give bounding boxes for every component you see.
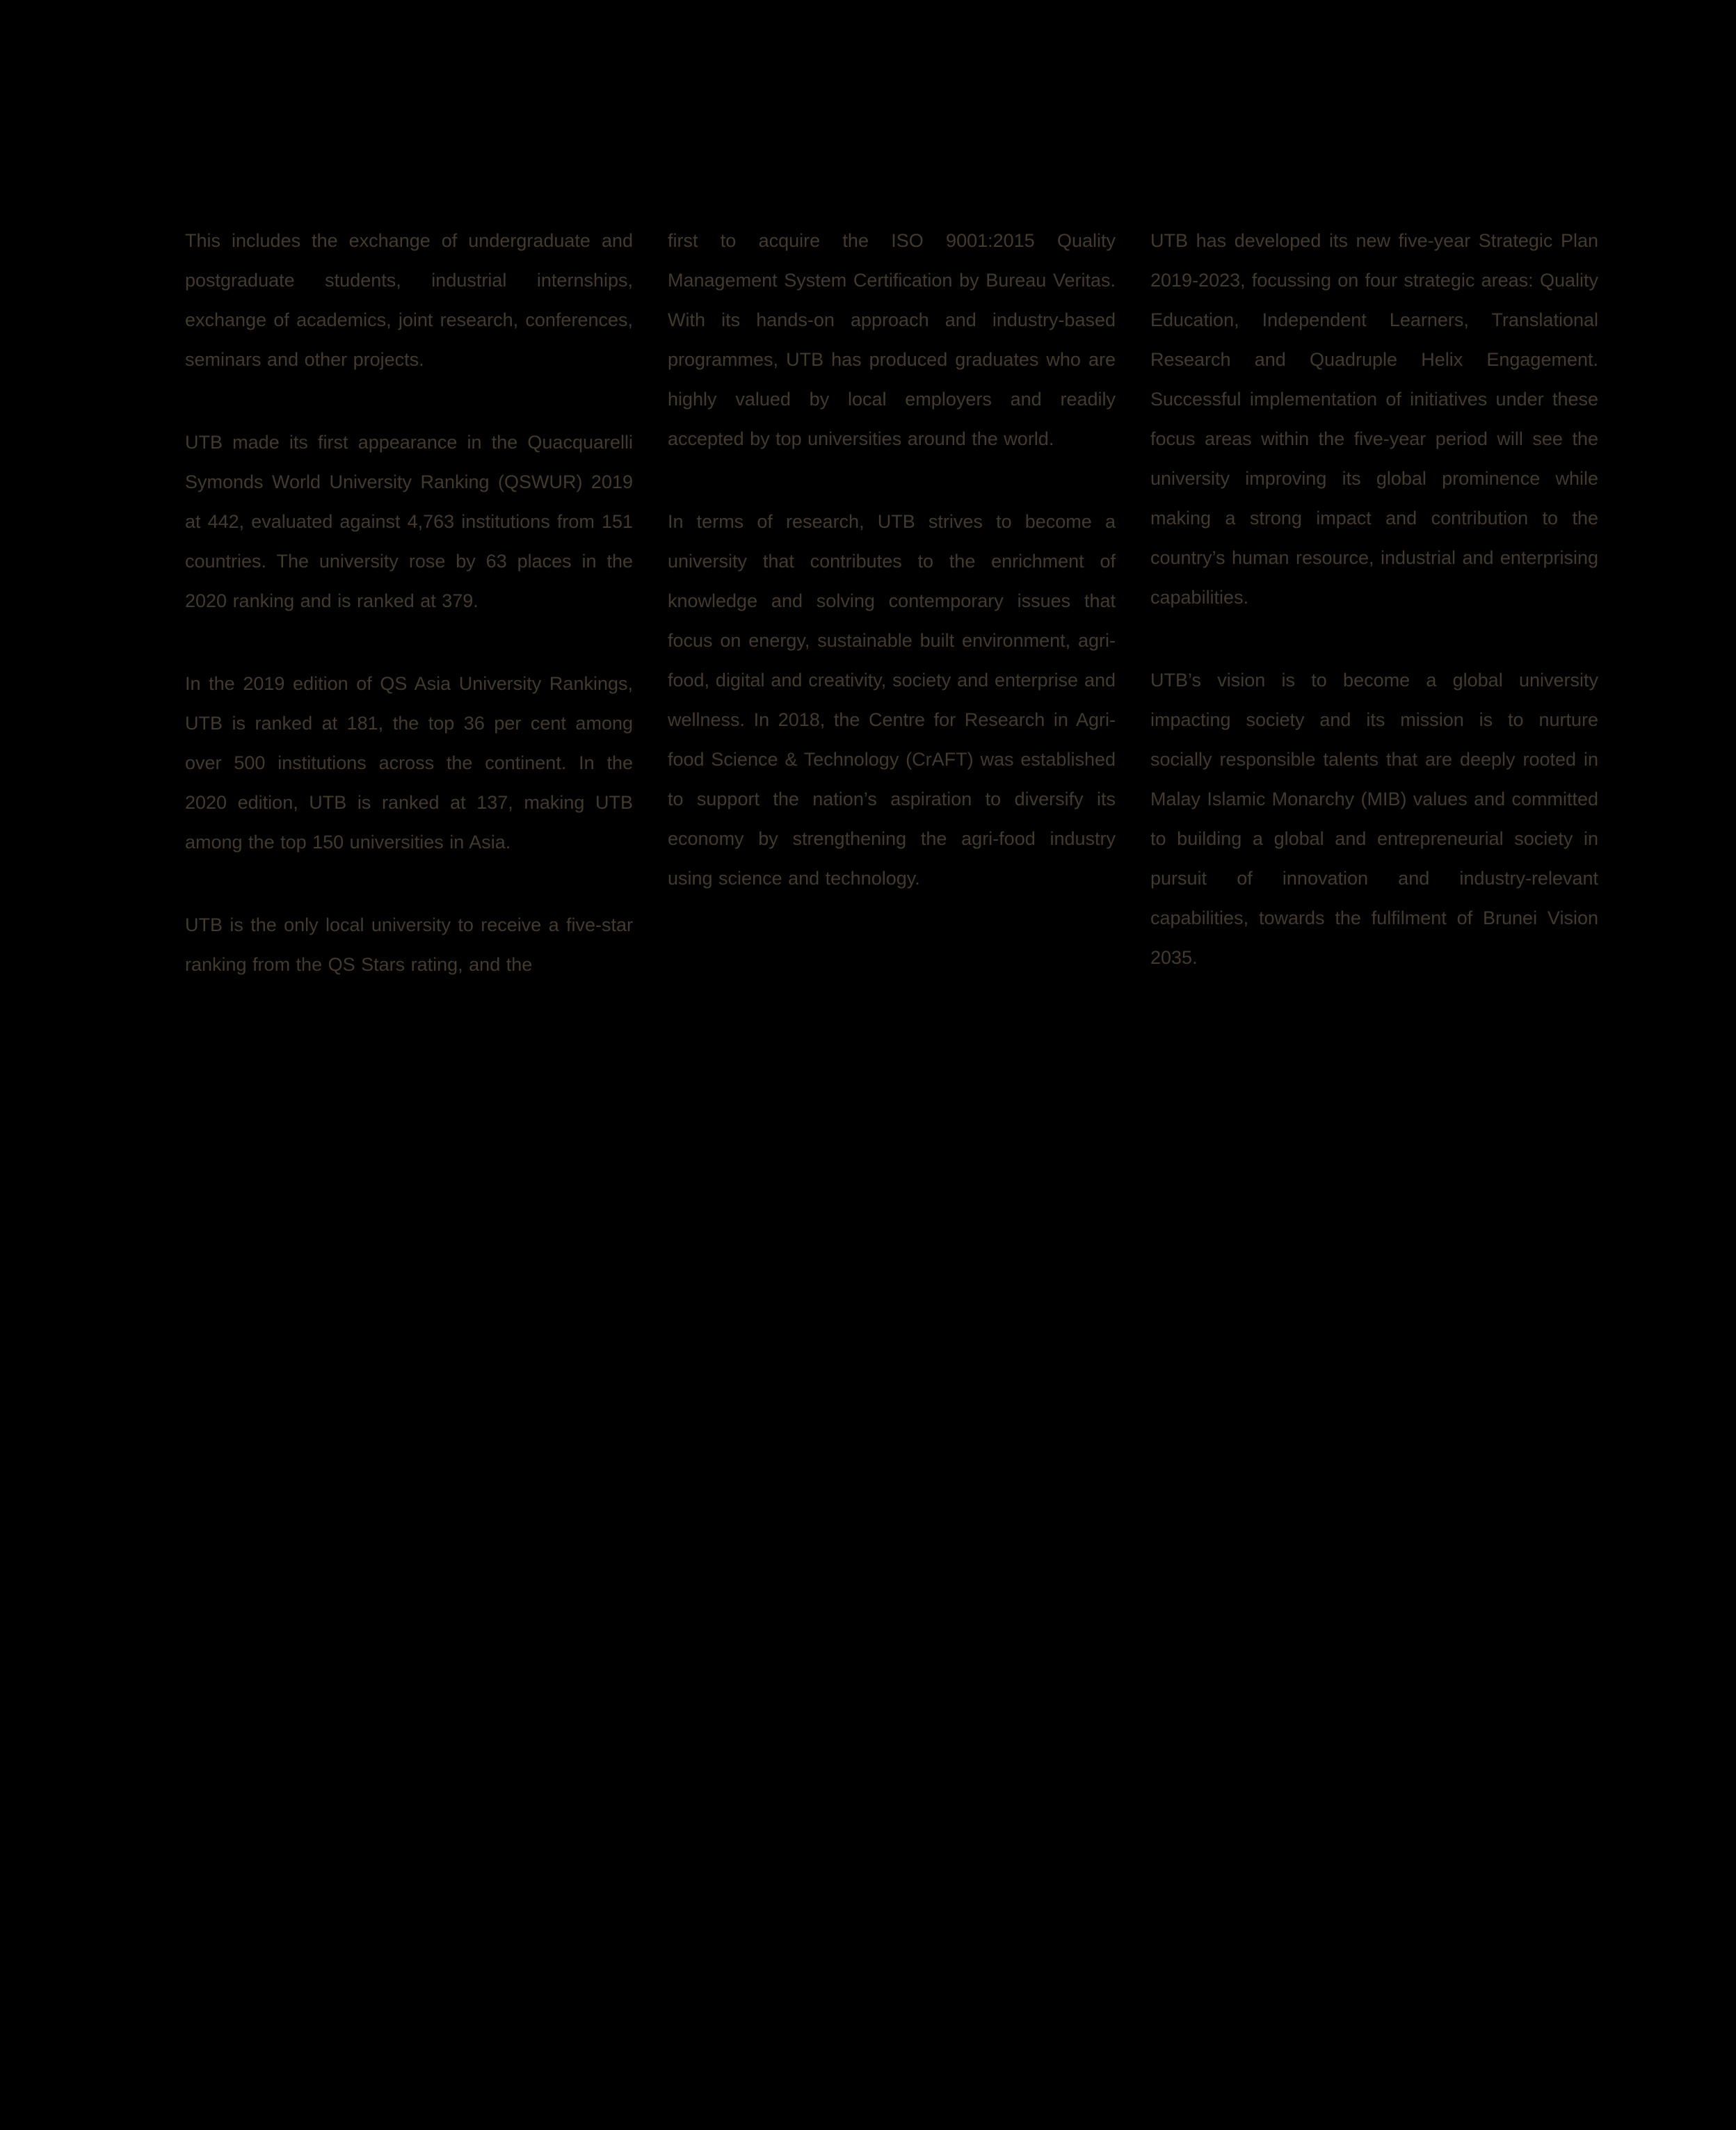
paragraph: In terms of research, UTB strives to become a university that contributes to the enrichment of knowledge and solving contemporary issues that focus on energy, sustainable built environment, agri-food, digital and creativity, society and enterprise and wellness. In 2018, the Centre for Research in Agri-food Science & Technology (CrAFT) was established to support the nation’s aspiration to diversify its economy by strengthening the agri-food industry using science and technology. [668,511,1116,889]
text-column-2 [668,221,1116,985]
paragraph: UTB is the only local university to receive a five-star ranking from the QS Stars rating, and the [185,914,633,975]
paragraph: first to acquire the ISO 9001:2015 Quality Management System Certification by Bureau Veritas. With its hands-on approach and industry-based programmes, UTB has produced graduates who are highly valued by local employers and readily accepted by top universities around the world. [668,230,1116,449]
paragraph: UTB’s vision is to become a global university impacting society and its mission is to nurture socially responsible talents that are deeply rooted in Malay Islamic Monarchy (MIB) values and committed to building a global and entrepreneurial society in pursuit of innovation and industry-relevant capabilities, towards the fulfilment of Brunei Vision 2035. [1150,670,1598,968]
text-column-1 [185,221,633,985]
paragraph: In the 2019 edition of QS Asia University Rankings, UTB is ranked at 181, the top 36 per cent among over 500 institutions across the continent. In the 2020 edition, UTB is ranked at 137, making UTB among the top 150 universities in Asia. [185,673,633,853]
text-column-3 [1150,221,1598,985]
article-text-block [185,221,1598,985]
paragraph: UTB has developed its new five-year Strategic Plan 2019-2023, focussing on four strategic areas: Quality Education, Independent Learners, Translational Research and Quadruple Helix Engagement. Successful implementation of initiatives under these focus areas within the five-year period will see the university improving its global prominence while making a strong impact and contribution to the country’s human resource, industrial and enterprising capabilities. [1150,230,1598,608]
paragraph: UTB made its first appearance in the Quacquarelli Symonds World University Ranking (QSWUR) 2019 at 442, evaluated against 4,763 institutions from 151 countries. The university rose by 63 places in the 2020 ranking and is ranked at 379. [185,432,633,611]
paragraph: This includes the exchange of undergraduate and postgraduate students, industrial internships, exchange of academics, joint research, conferences, seminars and other projects. [185,230,633,370]
